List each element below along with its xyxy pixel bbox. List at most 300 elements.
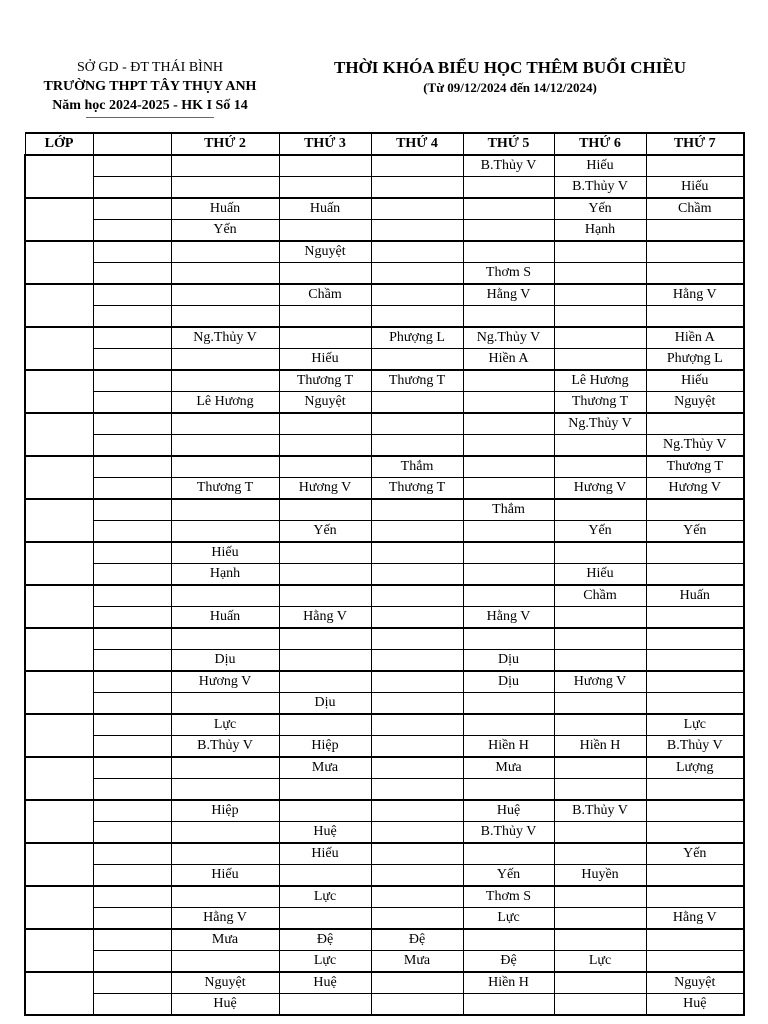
table-cell — [646, 800, 744, 822]
table-row — [25, 650, 744, 672]
table-cell: Lực — [554, 951, 646, 973]
table-cell: Hằng V — [463, 284, 554, 306]
table-cell — [554, 929, 646, 951]
table-cell: Yến — [646, 521, 744, 543]
table-cell — [371, 585, 463, 607]
table-cell — [93, 779, 171, 801]
table-cell — [279, 435, 371, 457]
table-row — [25, 714, 744, 736]
table-cell: Hiếu — [554, 564, 646, 586]
table-cell: Lê Hương — [554, 370, 646, 392]
table-cell — [554, 306, 646, 328]
table-cell — [279, 306, 371, 328]
table-cell: Phượng L — [371, 327, 463, 349]
table-cell: Hiếu — [171, 865, 279, 887]
table-cell — [93, 370, 171, 392]
class-cell — [25, 757, 93, 800]
table-cell: Thơm S — [463, 886, 554, 908]
table-cell — [646, 607, 744, 629]
table-cell — [171, 370, 279, 392]
table-row — [25, 822, 744, 844]
table-row — [25, 972, 744, 994]
table-cell — [171, 306, 279, 328]
table-cell: Huấn — [279, 198, 371, 220]
table-cell: Nguyệt — [279, 241, 371, 263]
column-header-0: LỚP — [25, 133, 93, 155]
class-cell — [25, 499, 93, 542]
table-cell — [371, 413, 463, 435]
table-cell — [554, 757, 646, 779]
table-cell: Hạnh — [554, 220, 646, 242]
table-cell — [371, 263, 463, 285]
table-row — [25, 435, 744, 457]
table-cell — [371, 994, 463, 1016]
table-cell: Yến — [279, 521, 371, 543]
table-cell — [93, 456, 171, 478]
table-cell: Ng.Thủy V — [646, 435, 744, 457]
table-cell — [279, 585, 371, 607]
table-cell — [554, 241, 646, 263]
class-cell — [25, 972, 93, 1015]
table-cell — [371, 800, 463, 822]
table-cell: Hương V — [554, 671, 646, 693]
table-cell — [171, 886, 279, 908]
table-cell: Mưa — [171, 929, 279, 951]
table-cell: Huấn — [171, 198, 279, 220]
table-cell: Lực — [171, 714, 279, 736]
table-cell: Huệ — [646, 994, 744, 1016]
table-cell — [554, 542, 646, 564]
class-cell — [25, 370, 93, 413]
table-cell — [93, 757, 171, 779]
table-cell — [171, 263, 279, 285]
class-cell — [25, 542, 93, 585]
table-cell — [171, 413, 279, 435]
table-cell: B.Thủy V — [463, 822, 554, 844]
table-cell — [93, 714, 171, 736]
page-title: THỜI KHÓA BIỂU HỌC THÊM BUỔI CHIỀU — [333, 58, 687, 77]
table-cell — [279, 671, 371, 693]
table-row — [25, 585, 744, 607]
table-cell — [93, 499, 171, 521]
table-cell — [646, 499, 744, 521]
table-cell — [646, 306, 744, 328]
table-cell: Nguyệt — [279, 392, 371, 414]
table-cell: Hiền A — [646, 327, 744, 349]
table-cell — [93, 155, 171, 177]
table-cell — [279, 908, 371, 930]
table-cell — [279, 564, 371, 586]
table-cell: B.Thủy V — [554, 177, 646, 199]
table-cell: Hiệp — [279, 736, 371, 758]
department-name: SỞ GD - ĐT THÁI BÌNH — [76, 60, 224, 75]
table-cell — [171, 628, 279, 650]
table-cell — [171, 241, 279, 263]
table-cell — [93, 908, 171, 930]
table-cell: Thắm — [463, 499, 554, 521]
table-cell: Mưa — [371, 951, 463, 973]
table-cell — [463, 564, 554, 586]
table-cell: Hương V — [646, 478, 744, 500]
table-cell — [279, 779, 371, 801]
class-cell — [25, 800, 93, 843]
table-cell: Hằng V — [279, 607, 371, 629]
table-cell — [171, 456, 279, 478]
table-cell: Thương T — [171, 478, 279, 500]
table-cell — [93, 198, 171, 220]
date-range: (Từ 09/12/2024 đến 14/12/2024) — [423, 80, 597, 95]
table-cell — [371, 392, 463, 414]
table-cell: Hương V — [279, 478, 371, 500]
table-cell — [646, 564, 744, 586]
table-cell — [279, 865, 371, 887]
table-cell: Lực — [646, 714, 744, 736]
table-cell — [371, 779, 463, 801]
table-cell — [554, 607, 646, 629]
class-cell — [25, 155, 93, 198]
table-row — [25, 671, 744, 693]
table-cell — [93, 951, 171, 973]
table-cell — [463, 177, 554, 199]
table-cell — [93, 736, 171, 758]
class-cell — [25, 843, 93, 886]
class-cell — [25, 886, 93, 929]
table-cell — [463, 542, 554, 564]
table-cell — [93, 628, 171, 650]
table-row — [25, 370, 744, 392]
table-row — [25, 306, 744, 328]
class-cell — [25, 456, 93, 499]
table-row — [25, 284, 744, 306]
table-cell: Lê Hương — [171, 392, 279, 414]
table-cell — [93, 843, 171, 865]
table-row — [25, 263, 744, 285]
header-right — [300, 57, 720, 96]
class-cell — [25, 413, 93, 456]
table-cell — [371, 521, 463, 543]
table-cell — [93, 671, 171, 693]
table-row — [25, 499, 744, 521]
table-cell: B.Thủy V — [554, 800, 646, 822]
class-cell — [25, 628, 93, 671]
table-cell — [279, 456, 371, 478]
table-cell — [463, 929, 554, 951]
table-cell: Thương T — [646, 456, 744, 478]
table-cell — [371, 306, 463, 328]
table-cell: Thương T — [371, 370, 463, 392]
table-cell — [93, 284, 171, 306]
table-cell — [554, 908, 646, 930]
table-row — [25, 994, 744, 1016]
table-cell — [93, 800, 171, 822]
table-cell — [463, 521, 554, 543]
table-cell — [371, 284, 463, 306]
table-cell: Mưa — [279, 757, 371, 779]
table-cell — [371, 564, 463, 586]
table-row — [25, 392, 744, 414]
table-cell — [371, 542, 463, 564]
table-cell — [171, 521, 279, 543]
table-cell — [371, 349, 463, 371]
column-header-3: THỨ 3 — [279, 133, 371, 155]
column-header-2: THỨ 2 — [171, 133, 279, 155]
table-cell — [554, 886, 646, 908]
table-row — [25, 521, 744, 543]
table-cell — [171, 843, 279, 865]
table-cell: Yến — [554, 521, 646, 543]
table-row — [25, 241, 744, 263]
table-cell — [646, 628, 744, 650]
table-cell — [171, 585, 279, 607]
class-cell — [25, 241, 93, 284]
table-cell — [554, 693, 646, 715]
table-cell — [171, 779, 279, 801]
table-cell — [554, 263, 646, 285]
table-cell: Dịu — [171, 650, 279, 672]
table-row — [25, 478, 744, 500]
table-cell — [463, 392, 554, 414]
table-cell — [554, 435, 646, 457]
table-cell — [371, 177, 463, 199]
column-header-4: THỨ 4 — [371, 133, 463, 155]
table-cell — [371, 843, 463, 865]
table-cell — [554, 779, 646, 801]
table-cell — [279, 628, 371, 650]
table-cell — [554, 972, 646, 994]
class-cell — [25, 714, 93, 757]
table-cell — [554, 499, 646, 521]
column-header-7: THỨ 7 — [646, 133, 744, 155]
table-cell: Hiếu — [279, 349, 371, 371]
table-row — [25, 155, 744, 177]
table-cell — [171, 155, 279, 177]
table-cell — [93, 392, 171, 414]
table-cell — [371, 155, 463, 177]
table-cell — [463, 628, 554, 650]
table-cell: Dịu — [279, 693, 371, 715]
table-cell — [171, 349, 279, 371]
table-cell: Nguyệt — [646, 972, 744, 994]
table-cell — [463, 693, 554, 715]
table-cell — [93, 972, 171, 994]
table-cell — [463, 714, 554, 736]
table-cell — [171, 435, 279, 457]
table-cell: Hạnh — [171, 564, 279, 586]
table-cell — [554, 327, 646, 349]
table-cell: B.Thủy V — [646, 736, 744, 758]
table-cell — [371, 671, 463, 693]
table-cell — [463, 994, 554, 1016]
table-cell — [371, 865, 463, 887]
table-cell: Huệ — [463, 800, 554, 822]
table-row — [25, 542, 744, 564]
table-cell — [279, 650, 371, 672]
class-cell — [25, 585, 93, 628]
table-cell: Huấn — [171, 607, 279, 629]
table-cell: Ng.Thủy V — [171, 327, 279, 349]
table-cell — [93, 220, 171, 242]
table-cell: Huấn — [646, 585, 744, 607]
table-cell — [93, 241, 171, 263]
table-cell — [463, 478, 554, 500]
table-cell — [646, 542, 744, 564]
table-cell — [93, 929, 171, 951]
table-cell: Thương T — [554, 392, 646, 414]
table-cell — [279, 327, 371, 349]
table-row — [25, 843, 744, 865]
table-cell — [646, 650, 744, 672]
table-cell — [463, 435, 554, 457]
table-cell — [279, 263, 371, 285]
table-cell: Hiếu — [171, 542, 279, 564]
table-cell — [463, 241, 554, 263]
table-row — [25, 757, 744, 779]
table-cell — [463, 198, 554, 220]
table-cell — [279, 994, 371, 1016]
table-cell: Hiếu — [554, 155, 646, 177]
header-left — [20, 58, 280, 118]
table-cell: Huệ — [279, 822, 371, 844]
table-cell: B.Thủy V — [463, 155, 554, 177]
class-cell — [25, 327, 93, 370]
table-row — [25, 628, 744, 650]
table-cell — [371, 435, 463, 457]
column-header-6: THỨ 6 — [554, 133, 646, 155]
table-cell — [371, 220, 463, 242]
table-row — [25, 736, 744, 758]
table-cell: Hiếu — [646, 370, 744, 392]
table-cell: Hiền A — [463, 349, 554, 371]
table-cell: Hằng V — [171, 908, 279, 930]
table-header — [25, 133, 744, 155]
table-row — [25, 198, 744, 220]
table-cell — [171, 693, 279, 715]
table-cell: Dịu — [463, 671, 554, 693]
table-cell — [554, 456, 646, 478]
table-cell — [463, 779, 554, 801]
table-cell — [93, 822, 171, 844]
column-header-1 — [93, 133, 171, 155]
table-row — [25, 349, 744, 371]
table-cell: Ng.Thủy V — [554, 413, 646, 435]
table-cell — [371, 693, 463, 715]
table-cell: Hằng V — [646, 284, 744, 306]
table-cell — [171, 757, 279, 779]
table-cell: Thơm S — [463, 263, 554, 285]
table-cell: Yến — [554, 198, 646, 220]
table-row — [25, 456, 744, 478]
table-cell — [371, 714, 463, 736]
table-cell — [371, 822, 463, 844]
table-cell — [371, 736, 463, 758]
table-cell — [646, 155, 744, 177]
table-cell: Hương V — [171, 671, 279, 693]
table-cell: Phượng L — [646, 349, 744, 371]
table-cell: Lực — [463, 908, 554, 930]
table-row — [25, 413, 744, 435]
table-cell: Yến — [171, 220, 279, 242]
school-name: TRƯỜNG THPT TÂY THỤY ANH — [43, 79, 257, 94]
table-cell — [371, 908, 463, 930]
table-cell — [171, 284, 279, 306]
table-cell: Chầm — [554, 585, 646, 607]
table-cell — [371, 886, 463, 908]
table-cell: Đệ — [279, 929, 371, 951]
table-cell — [646, 671, 744, 693]
table-cell — [171, 822, 279, 844]
table-cell: Hiệp — [171, 800, 279, 822]
table-cell — [93, 564, 171, 586]
table-cell — [371, 499, 463, 521]
table-cell — [371, 757, 463, 779]
table-cell — [646, 779, 744, 801]
table-cell — [279, 177, 371, 199]
table-cell — [93, 886, 171, 908]
table-cell — [93, 521, 171, 543]
table-cell — [646, 693, 744, 715]
table-cell: Yến — [646, 843, 744, 865]
table-cell: Hiền H — [463, 736, 554, 758]
school-year: Năm học 2024-2025 - HK I Số 14 — [52, 98, 248, 113]
table-cell — [463, 413, 554, 435]
table-row — [25, 177, 744, 199]
table-cell: Huyền — [554, 865, 646, 887]
table-cell: Hiền H — [554, 736, 646, 758]
table-cell — [554, 822, 646, 844]
table-cell — [279, 155, 371, 177]
table-cell: Lực — [279, 886, 371, 908]
table-cell: Chầm — [279, 284, 371, 306]
table-cell: Thắm — [371, 456, 463, 478]
class-cell — [25, 198, 93, 241]
table-cell: Nguyệt — [171, 972, 279, 994]
table-cell: Chầm — [646, 198, 744, 220]
table-row — [25, 327, 744, 349]
table-row — [25, 865, 744, 887]
table-cell: Mưa — [463, 757, 554, 779]
header-underline — [86, 117, 214, 118]
table-cell — [646, 413, 744, 435]
table-cell — [371, 972, 463, 994]
table-cell: Lực — [279, 951, 371, 973]
table-cell — [554, 284, 646, 306]
class-cell — [25, 284, 93, 327]
table-cell — [646, 886, 744, 908]
table-cell — [171, 177, 279, 199]
table-row — [25, 908, 744, 930]
table-cell — [93, 263, 171, 285]
table-cell: B.Thủy V — [171, 736, 279, 758]
table-cell — [554, 650, 646, 672]
table-cell — [554, 843, 646, 865]
table-cell — [279, 542, 371, 564]
table-cell — [554, 349, 646, 371]
table-cell: Dịu — [463, 650, 554, 672]
table-cell — [554, 628, 646, 650]
table-cell — [463, 585, 554, 607]
table-cell — [646, 951, 744, 973]
table-cell: Đệ — [463, 951, 554, 973]
table-cell — [371, 241, 463, 263]
table-cell: Hiền H — [463, 972, 554, 994]
table-cell: Ng.Thủy V — [463, 327, 554, 349]
table-cell — [93, 327, 171, 349]
table-cell: Hiếu — [646, 177, 744, 199]
table-cell: Hằng V — [646, 908, 744, 930]
table-cell — [93, 478, 171, 500]
table-cell — [279, 413, 371, 435]
table-cell — [463, 220, 554, 242]
